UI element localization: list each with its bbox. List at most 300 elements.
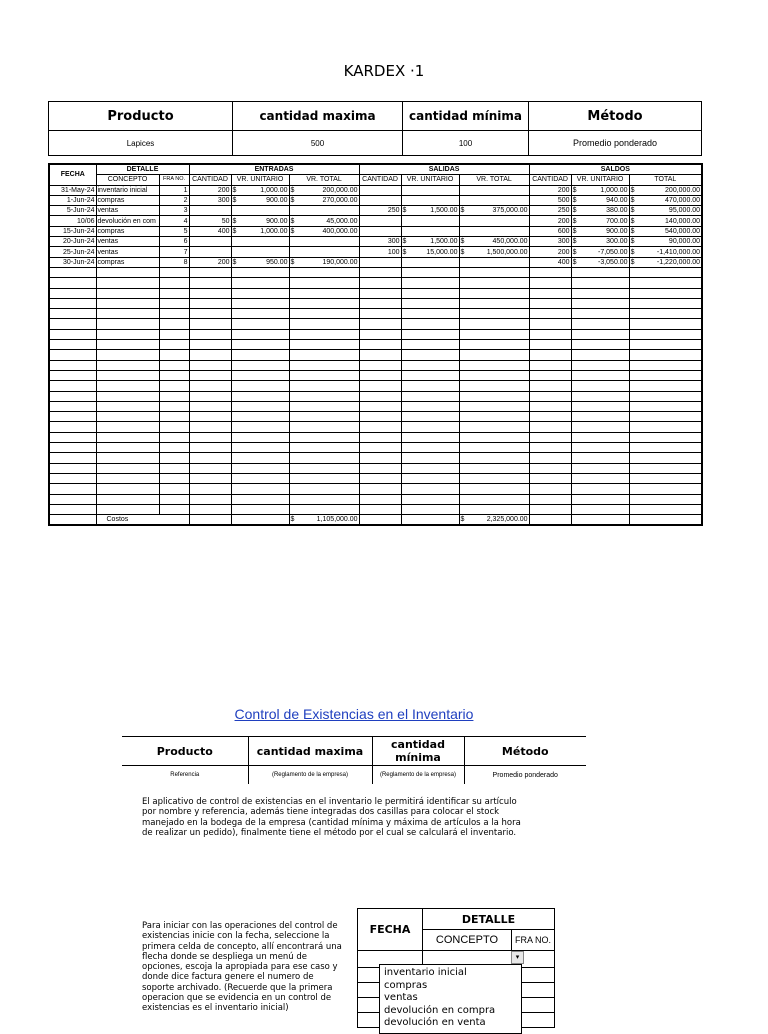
empty-cell bbox=[629, 370, 702, 380]
empty-cell[interactable] bbox=[189, 494, 231, 504]
cantidad-cell[interactable] bbox=[359, 185, 401, 195]
empty-cell[interactable] bbox=[159, 443, 189, 453]
empty-cell bbox=[529, 298, 571, 308]
empty-cell bbox=[401, 391, 459, 401]
label-cantidad-maxima: cantidad maxima bbox=[233, 102, 403, 131]
vr-total-cell: $ 270,000.00 bbox=[290, 197, 358, 205]
empty-cell[interactable] bbox=[96, 360, 159, 370]
value-cantidad-maxima[interactable]: 500 bbox=[233, 131, 403, 156]
empty-cell[interactable] bbox=[49, 319, 96, 329]
empty-cell bbox=[231, 422, 289, 432]
dropdown-arrow-icon[interactable]: ▾ bbox=[511, 951, 524, 964]
kardex-row bbox=[49, 195, 702, 205]
empty-cell bbox=[401, 381, 459, 391]
instructions-title[interactable]: Control de Existencias en el Inventario bbox=[234, 706, 474, 722]
vr-unitario-cell: $ 900.00 bbox=[572, 227, 628, 235]
subheader-cell: FRA NO. bbox=[159, 175, 189, 185]
empty-cell bbox=[629, 391, 702, 401]
empty-cell bbox=[629, 453, 702, 463]
empty-cell bbox=[529, 412, 571, 422]
empty-cell bbox=[359, 267, 401, 277]
vr-unitario-cell: $ 300.00 bbox=[572, 238, 628, 246]
empty-cell bbox=[359, 443, 401, 453]
fra-no-cell[interactable]: 4 bbox=[159, 216, 189, 226]
cantidad-cell[interactable]: 200 bbox=[529, 247, 571, 257]
empty-cell bbox=[401, 298, 459, 308]
empty-cell bbox=[359, 473, 401, 483]
empty-cell[interactable] bbox=[49, 391, 96, 401]
concepto-cell[interactable]: devolución en com bbox=[96, 216, 159, 226]
empty-cell[interactable] bbox=[49, 340, 96, 350]
empty-cell[interactable] bbox=[96, 370, 159, 380]
cantidad-cell[interactable]: 250 bbox=[529, 206, 571, 216]
kardex-totals-row bbox=[49, 515, 702, 526]
empty-cell[interactable] bbox=[189, 463, 231, 473]
kardex-empty-row bbox=[49, 432, 702, 442]
cantidad-cell[interactable] bbox=[189, 237, 231, 247]
empty-cell[interactable] bbox=[159, 340, 189, 350]
empty-cell[interactable] bbox=[159, 298, 189, 308]
empty-cell[interactable] bbox=[189, 267, 231, 277]
empty-cell[interactable] bbox=[96, 267, 159, 277]
empty-cell bbox=[231, 370, 289, 380]
empty-cell[interactable] bbox=[49, 453, 96, 463]
empty-cell[interactable] bbox=[96, 463, 159, 473]
empty-cell bbox=[359, 370, 401, 380]
concepto-cell[interactable]: ventas bbox=[96, 206, 159, 216]
empty-cell[interactable] bbox=[189, 309, 231, 319]
kardex-empty-row bbox=[49, 370, 702, 380]
empty-cell[interactable] bbox=[159, 370, 189, 380]
costos-label: Costos bbox=[96, 515, 189, 526]
empty-cell[interactable] bbox=[189, 370, 231, 380]
empty-cell bbox=[629, 515, 702, 526]
subheader-cell: CONCEPTO bbox=[96, 175, 159, 185]
empty-cell[interactable] bbox=[189, 401, 231, 411]
fra-no-cell[interactable]: 6 bbox=[159, 237, 189, 247]
empty-cell bbox=[401, 504, 459, 514]
empty-cell bbox=[571, 288, 629, 298]
fra-no-cell[interactable]: 8 bbox=[159, 257, 189, 267]
vr-unitario-cell: $ 1,000.00 bbox=[232, 227, 288, 235]
empty-cell bbox=[529, 319, 571, 329]
kardex-row bbox=[49, 216, 702, 226]
mini-label-cantidad-minima: cantidad mínima bbox=[372, 737, 464, 766]
empty-cell[interactable] bbox=[96, 319, 159, 329]
instructions-paragraph-2: Para iniciar con las operaciones del control de existencias inicie con la fecha, seleccione la primera celda de concepto, allí encontrará una flecha donde se despliega un menú de opciones, escoja la apropiada para ese caso y donde dice factura genere el numero de soporte archivado. (Recuerde que la primera operacion que se evidencia en un control de existencias es el inventario inicial) bbox=[142, 921, 342, 1014]
empty-cell bbox=[459, 494, 529, 504]
empty-cell[interactable] bbox=[159, 473, 189, 483]
empty-cell bbox=[529, 515, 571, 526]
empty-cell bbox=[571, 494, 629, 504]
fecha-cell[interactable]: 30-Jun-24 bbox=[49, 257, 96, 267]
cantidad-cell[interactable]: 200 bbox=[189, 257, 231, 267]
fecha-cell[interactable]: 25-Jun-24 bbox=[49, 247, 96, 257]
empty-cell[interactable] bbox=[49, 432, 96, 442]
empty-cell[interactable] bbox=[96, 401, 159, 411]
kardex-row bbox=[49, 247, 702, 257]
empty-cell bbox=[571, 463, 629, 473]
cantidad-cell[interactable]: 250 bbox=[359, 206, 401, 216]
empty-cell[interactable] bbox=[159, 288, 189, 298]
empty-cell[interactable] bbox=[159, 381, 189, 391]
empty-cell bbox=[289, 401, 359, 411]
empty-cell[interactable] bbox=[96, 422, 159, 432]
empty-cell bbox=[289, 504, 359, 514]
empty-cell[interactable] bbox=[189, 484, 231, 494]
empty-cell bbox=[459, 463, 529, 473]
fra-no-cell[interactable]: 3 bbox=[159, 206, 189, 216]
empty-cell bbox=[459, 473, 529, 483]
kardex-empty-row bbox=[49, 340, 702, 350]
empty-cell[interactable] bbox=[96, 473, 159, 483]
empty-cell bbox=[459, 504, 529, 514]
empty-cell[interactable] bbox=[159, 401, 189, 411]
empty-cell bbox=[359, 515, 401, 526]
empty-cell bbox=[231, 391, 289, 401]
cantidad-cell[interactable]: 300 bbox=[529, 237, 571, 247]
kardex-empty-row bbox=[49, 298, 702, 308]
empty-cell[interactable] bbox=[96, 504, 159, 514]
empty-cell bbox=[231, 412, 289, 422]
empty-cell[interactable] bbox=[96, 329, 159, 339]
dropdown-option[interactable]: ventas bbox=[384, 992, 418, 1003]
empty-cell[interactable] bbox=[159, 267, 189, 277]
empty-cell bbox=[459, 319, 529, 329]
empty-cell bbox=[529, 391, 571, 401]
empty-cell[interactable] bbox=[49, 381, 96, 391]
empty-cell[interactable] bbox=[49, 473, 96, 483]
empty-cell[interactable] bbox=[96, 494, 159, 504]
empty-cell bbox=[629, 381, 702, 391]
vr-total-cell bbox=[459, 226, 529, 236]
subheader-cell: VR. UNITARIO bbox=[231, 175, 289, 185]
empty-cell[interactable] bbox=[96, 309, 159, 319]
empty-cell[interactable] bbox=[189, 422, 231, 432]
empty-cell bbox=[529, 329, 571, 339]
kardex-empty-row bbox=[49, 401, 702, 411]
empty-cell[interactable] bbox=[159, 391, 189, 401]
cantidad-cell[interactable]: 300 bbox=[359, 237, 401, 247]
empty-cell[interactable] bbox=[189, 340, 231, 350]
value-producto[interactable]: Lapices bbox=[49, 131, 233, 156]
cantidad-cell[interactable]: 50 bbox=[189, 216, 231, 226]
cantidad-cell[interactable]: 600 bbox=[529, 226, 571, 236]
empty-cell[interactable] bbox=[159, 350, 189, 360]
empty-cell bbox=[629, 319, 702, 329]
concepto-cell[interactable]: compras bbox=[96, 195, 159, 205]
label-metodo: Método bbox=[529, 102, 702, 131]
empty-cell bbox=[289, 432, 359, 442]
empty-cell[interactable] bbox=[189, 288, 231, 298]
empty-cell bbox=[629, 504, 702, 514]
cantidad-cell[interactable]: 200 bbox=[189, 185, 231, 195]
kardex-empty-row bbox=[49, 360, 702, 370]
value-cantidad-minima[interactable]: 100 bbox=[403, 131, 529, 156]
empty-cell bbox=[459, 350, 529, 360]
empty-cell bbox=[529, 432, 571, 442]
fecha-cell[interactable]: 15-Jun-24 bbox=[49, 226, 96, 236]
empty-cell[interactable] bbox=[49, 350, 96, 360]
empty-cell[interactable] bbox=[189, 473, 231, 483]
vr-total-cell bbox=[289, 237, 359, 247]
empty-cell[interactable] bbox=[49, 443, 96, 453]
kardex-empty-row bbox=[49, 484, 702, 494]
vr-total-cell: $ 140,000.00 bbox=[630, 217, 701, 225]
empty-cell bbox=[459, 329, 529, 339]
kardex-empty-row bbox=[49, 350, 702, 360]
fra-no-cell[interactable]: 5 bbox=[159, 226, 189, 236]
empty-cell bbox=[629, 267, 702, 277]
label-cantidad-minima: cantidad mínima bbox=[403, 102, 529, 131]
empty-cell[interactable] bbox=[189, 278, 231, 288]
cantidad-cell[interactable]: 400 bbox=[529, 257, 571, 267]
empty-cell[interactable] bbox=[159, 319, 189, 329]
empty-cell[interactable] bbox=[49, 309, 96, 319]
empty-cell bbox=[459, 278, 529, 288]
empty-cell[interactable] bbox=[159, 463, 189, 473]
fra-no-cell[interactable]: 1 bbox=[159, 185, 189, 195]
empty-cell bbox=[359, 463, 401, 473]
empty-cell[interactable] bbox=[159, 484, 189, 494]
empty-cell[interactable] bbox=[49, 504, 96, 514]
empty-cell[interactable] bbox=[96, 443, 159, 453]
cantidad-cell[interactable] bbox=[189, 247, 231, 257]
kardex-empty-row bbox=[49, 309, 702, 319]
fecha-cell[interactable]: 10/06 bbox=[49, 216, 96, 226]
empty-cell bbox=[231, 453, 289, 463]
empty-cell[interactable] bbox=[159, 453, 189, 463]
empty-cell[interactable] bbox=[159, 329, 189, 339]
empty-cell bbox=[359, 288, 401, 298]
empty-cell[interactable] bbox=[189, 432, 231, 442]
fecha-cell[interactable]: 1-Jun-24 bbox=[49, 195, 96, 205]
concepto-cell[interactable]: inventario inicial bbox=[96, 185, 159, 195]
kardex-empty-row bbox=[49, 319, 702, 329]
empty-cell bbox=[571, 443, 629, 453]
empty-cell[interactable] bbox=[96, 288, 159, 298]
empty-cell[interactable] bbox=[49, 412, 96, 422]
empty-cell bbox=[231, 319, 289, 329]
empty-cell[interactable] bbox=[49, 278, 96, 288]
empty-cell bbox=[401, 319, 459, 329]
empty-cell bbox=[529, 360, 571, 370]
empty-cell bbox=[459, 360, 529, 370]
dropdown-option[interactable]: inventario inicial bbox=[384, 967, 467, 978]
empty-cell[interactable] bbox=[49, 422, 96, 432]
kardex-empty-row bbox=[49, 494, 702, 504]
empty-cell bbox=[401, 278, 459, 288]
empty-cell bbox=[359, 360, 401, 370]
empty-cell[interactable] bbox=[159, 309, 189, 319]
empty-cell bbox=[359, 453, 401, 463]
empty-cell bbox=[629, 422, 702, 432]
empty-cell[interactable] bbox=[189, 443, 231, 453]
empty-cell bbox=[571, 360, 629, 370]
subheader-cell: VR. UNITARIO bbox=[571, 175, 629, 185]
empty-cell[interactable] bbox=[49, 329, 96, 339]
header-salidas: SALIDAS bbox=[359, 164, 529, 175]
empty-cell[interactable] bbox=[49, 401, 96, 411]
empty-cell bbox=[289, 443, 359, 453]
header-entradas: ENTRADAS bbox=[189, 164, 359, 175]
empty-cell bbox=[289, 412, 359, 422]
empty-cell bbox=[459, 267, 529, 277]
empty-cell[interactable] bbox=[159, 494, 189, 504]
empty-cell bbox=[231, 267, 289, 277]
empty-cell bbox=[459, 381, 529, 391]
empty-cell[interactable] bbox=[189, 350, 231, 360]
dropdown-option[interactable]: devolución en venta bbox=[384, 1017, 486, 1028]
empty-cell bbox=[529, 370, 571, 380]
empty-cell bbox=[359, 391, 401, 401]
cantidad-cell[interactable]: 100 bbox=[359, 247, 401, 257]
empty-cell bbox=[359, 350, 401, 360]
cantidad-cell[interactable]: 400 bbox=[189, 226, 231, 236]
empty-cell[interactable] bbox=[49, 298, 96, 308]
empty-cell[interactable] bbox=[189, 319, 231, 329]
vr-total-cell: $ 95,000.00 bbox=[630, 207, 701, 215]
mini-value-min: (Reglamento de la empresa) bbox=[372, 766, 464, 785]
empty-cell bbox=[529, 473, 571, 483]
empty-cell[interactable] bbox=[96, 391, 159, 401]
empty-cell bbox=[289, 473, 359, 483]
empty-cell bbox=[629, 401, 702, 411]
empty-cell bbox=[571, 309, 629, 319]
fecha-cell[interactable]: 20-Jun-24 bbox=[49, 237, 96, 247]
empty-cell[interactable] bbox=[159, 278, 189, 288]
empty-cell bbox=[289, 267, 359, 277]
empty-cell bbox=[359, 504, 401, 514]
empty-cell[interactable] bbox=[49, 370, 96, 380]
empty-cell[interactable] bbox=[189, 453, 231, 463]
empty-cell[interactable] bbox=[189, 298, 231, 308]
cantidad-cell[interactable]: 200 bbox=[529, 216, 571, 226]
empty-cell[interactable] bbox=[96, 350, 159, 360]
empty-cell[interactable] bbox=[159, 504, 189, 514]
empty-cell[interactable] bbox=[49, 463, 96, 473]
cantidad-cell[interactable]: 300 bbox=[189, 195, 231, 205]
cantidad-cell[interactable] bbox=[359, 216, 401, 226]
empty-cell[interactable] bbox=[49, 288, 96, 298]
empty-cell[interactable] bbox=[49, 360, 96, 370]
empty-cell bbox=[571, 391, 629, 401]
concepto-cell[interactable]: compras bbox=[96, 257, 159, 267]
empty-cell bbox=[529, 504, 571, 514]
vr-total-cell: $ -1,220,000.00 bbox=[630, 258, 701, 266]
kardex-row bbox=[49, 185, 702, 195]
empty-cell bbox=[529, 267, 571, 277]
vr-total-cell bbox=[459, 216, 529, 226]
empty-cell[interactable] bbox=[49, 484, 96, 494]
empty-cell[interactable] bbox=[189, 381, 231, 391]
empty-cell bbox=[571, 412, 629, 422]
mini-value-referencia: Referencia bbox=[170, 772, 200, 778]
empty-cell bbox=[289, 463, 359, 473]
subheader-cell: CANTIDAD bbox=[529, 175, 571, 185]
cantidad-cell[interactable] bbox=[359, 226, 401, 236]
dropdown-option[interactable]: devolución en compra bbox=[384, 1004, 496, 1016]
empty-cell bbox=[401, 267, 459, 277]
empty-cell[interactable] bbox=[49, 494, 96, 504]
empty-cell[interactable] bbox=[189, 360, 231, 370]
empty-cell bbox=[529, 350, 571, 360]
empty-cell[interactable] bbox=[189, 329, 231, 339]
empty-cell[interactable] bbox=[96, 340, 159, 350]
empty-cell bbox=[359, 298, 401, 308]
empty-cell bbox=[49, 515, 96, 526]
cantidad-cell[interactable] bbox=[359, 257, 401, 267]
empty-cell bbox=[231, 298, 289, 308]
kardex-row bbox=[49, 206, 702, 216]
cantidad-cell[interactable]: 200 bbox=[529, 185, 571, 195]
empty-cell[interactable] bbox=[189, 391, 231, 401]
empty-cell[interactable] bbox=[49, 267, 96, 277]
label-producto: Producto bbox=[49, 102, 233, 131]
instructions-header-table bbox=[122, 736, 586, 784]
value-metodo[interactable]: Promedio ponderado bbox=[529, 131, 702, 156]
empty-cell[interactable] bbox=[159, 432, 189, 442]
kardex-empty-row bbox=[49, 278, 702, 288]
kardex-empty-row bbox=[49, 453, 702, 463]
empty-cell[interactable] bbox=[96, 412, 159, 422]
empty-cell[interactable] bbox=[96, 484, 159, 494]
empty-cell bbox=[459, 298, 529, 308]
empty-cell[interactable] bbox=[159, 360, 189, 370]
fecha-cell[interactable]: 5-Jun-24 bbox=[49, 206, 96, 216]
empty-cell[interactable] bbox=[96, 381, 159, 391]
empty-cell bbox=[401, 494, 459, 504]
empty-cell bbox=[289, 350, 359, 360]
empty-cell[interactable] bbox=[159, 412, 189, 422]
empty-cell bbox=[629, 463, 702, 473]
fecha-cell[interactable]: 31-May-24 bbox=[49, 185, 96, 195]
concepto-cell[interactable]: ventas bbox=[96, 237, 159, 247]
fra-no-cell[interactable]: 2 bbox=[159, 195, 189, 205]
empty-cell[interactable] bbox=[96, 432, 159, 442]
empty-cell[interactable] bbox=[96, 298, 159, 308]
empty-cell[interactable] bbox=[159, 422, 189, 432]
empty-cell[interactable] bbox=[96, 278, 159, 288]
empty-cell bbox=[459, 484, 529, 494]
vr-total-cell: $ 400,000.00 bbox=[290, 227, 358, 235]
empty-cell[interactable] bbox=[189, 504, 231, 514]
dropdown-option[interactable]: compras bbox=[384, 979, 428, 991]
cantidad-cell[interactable] bbox=[189, 206, 231, 216]
empty-cell bbox=[459, 412, 529, 422]
empty-cell bbox=[289, 298, 359, 308]
empty-cell bbox=[571, 453, 629, 463]
empty-cell bbox=[401, 370, 459, 380]
empty-cell bbox=[289, 360, 359, 370]
empty-cell[interactable] bbox=[189, 412, 231, 422]
empty-cell bbox=[289, 329, 359, 339]
vr-total-cell: $ 90,000.00 bbox=[630, 238, 701, 246]
empty-cell bbox=[231, 278, 289, 288]
empty-cell bbox=[571, 401, 629, 411]
concepto-cell[interactable]: compras bbox=[96, 226, 159, 236]
empty-cell bbox=[459, 422, 529, 432]
fra-no-cell[interactable]: 7 bbox=[159, 247, 189, 257]
empty-cell bbox=[459, 370, 529, 380]
subheader-cell: VR. UNITARIO bbox=[401, 175, 459, 185]
empty-cell[interactable] bbox=[96, 453, 159, 463]
cantidad-cell[interactable] bbox=[359, 195, 401, 205]
empty-cell bbox=[289, 494, 359, 504]
vr-unitario-cell: $ 700.00 bbox=[572, 217, 628, 225]
concepto-cell[interactable]: ventas bbox=[96, 247, 159, 257]
cantidad-cell[interactable]: 500 bbox=[529, 195, 571, 205]
